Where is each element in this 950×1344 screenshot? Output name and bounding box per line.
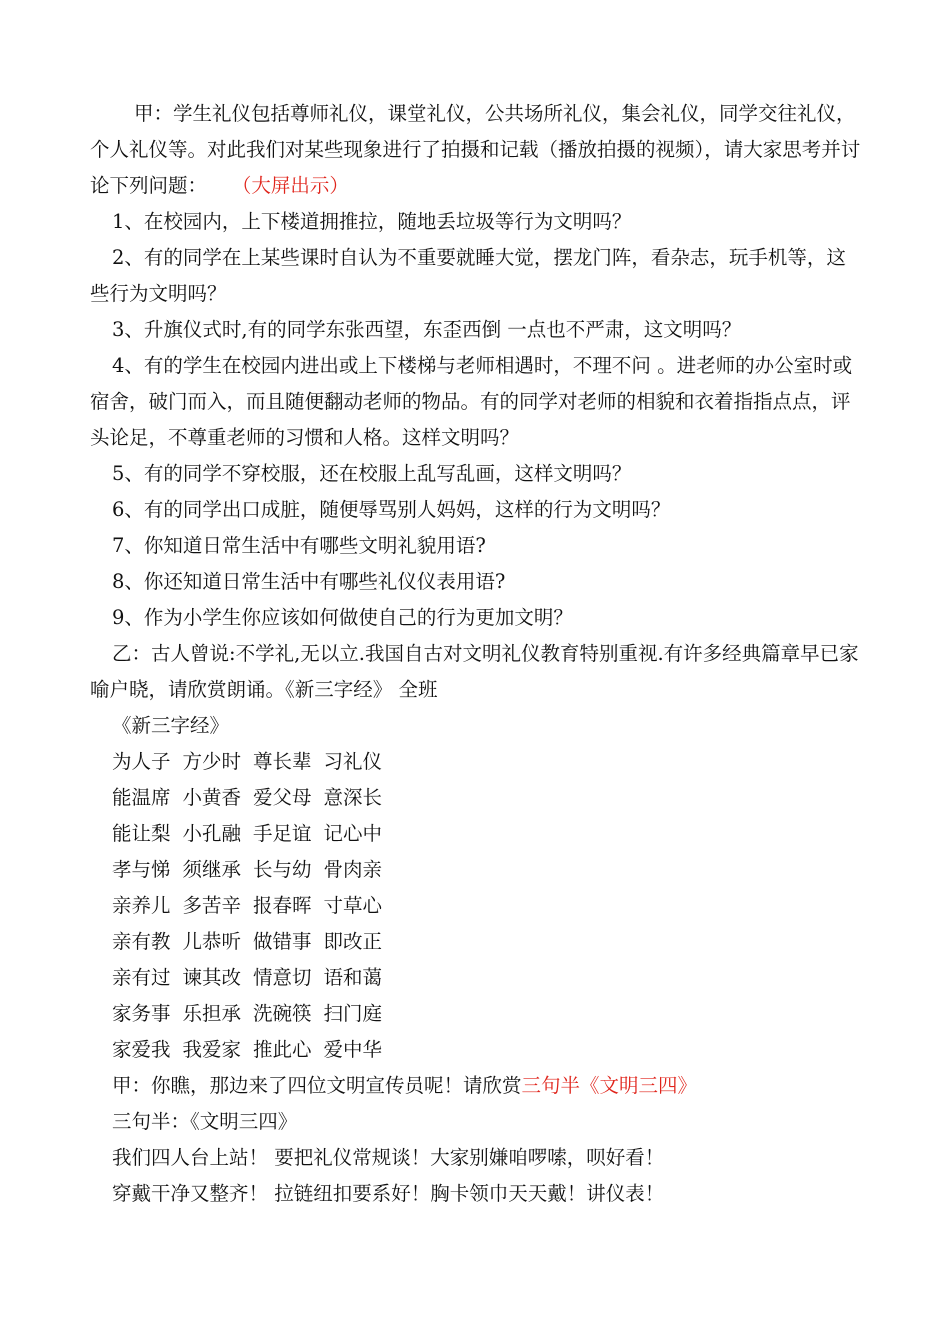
verse-phrase: 亲有过 <box>112 966 171 989</box>
jia2-highlight: 三句半《文明三四》 <box>521 1074 698 1097</box>
verse-phrase: 孝与悌 <box>112 858 171 881</box>
verse-phrase: 亲有教 <box>112 930 171 953</box>
verse-line <box>90 816 865 852</box>
verse-phrase: 小孔融 <box>182 822 242 845</box>
question-3: 3、升旗仪式时,有的同学东张西望，东歪西倒 一点也不严肃，这文明吗？ <box>112 318 742 341</box>
verse-line <box>90 996 865 1032</box>
verse-line <box>90 852 865 888</box>
jia-paragraph-2 <box>90 1068 865 1104</box>
verse-phrase: 家爱我 <box>112 1038 171 1061</box>
verse-phrase: 爱中华 <box>323 1038 383 1061</box>
verse-phrase: 家务事 <box>112 1002 171 1025</box>
verse-phrase: 儿恭听 <box>182 930 242 953</box>
verse-phrase: 做错事 <box>253 930 312 953</box>
classic-title: 《新三字经》 <box>112 714 230 737</box>
verse-phrase: 骨肉亲 <box>323 858 383 881</box>
verse-line <box>90 1032 865 1068</box>
verse-phrase: 报春晖 <box>253 894 312 917</box>
question-8: 8、你还知道日常生活中有哪些礼仪仪表用语? <box>112 570 506 593</box>
verse-phrase: 洗碗筷 <box>253 1002 312 1025</box>
verse-phrase: 为人子 <box>112 750 171 773</box>
verse-line <box>90 888 865 924</box>
question-4: 4、有的学生在校园内进出或上下楼梯与老师相遇时，不理不问 。进老师的办公室时或宿舍，破门而入，而且随便翻动老师的物品。有的同学对老师的相貌和衣着指指点点，评头论足，不尊重老师的习惯和人格。这样文明吗？ <box>90 354 853 449</box>
verse-phrase: 小黄香 <box>182 786 242 809</box>
verse-phrase: 爱父母 <box>253 786 312 809</box>
question-2: 2、有的同学在上某些课时自认为不重要就睡大觉，摆龙门阵，看杂志，玩手机等，这些行为文明吗？ <box>90 246 846 305</box>
verse-phrase: 谏其改 <box>182 966 242 989</box>
sanjuban-title: 三句半：《文明三四》 <box>112 1110 298 1133</box>
verse-phrase: 方少时 <box>182 750 242 773</box>
jia2-text: 甲：你瞧，那边来了四位文明宣传员呢！请欣赏 <box>112 1074 522 1097</box>
verse-phrase: 情意切 <box>253 966 312 989</box>
verse-phrase: 长与幼 <box>253 858 312 881</box>
question-1: 1、在校园内，上下楼道拥推拉，随地丢垃圾等行为文明吗？ <box>112 210 632 233</box>
verse-phrase: 手足谊 <box>253 822 312 845</box>
question-9: 9、作为小学生你应该如何做使自己的行为更加文明？ <box>112 606 573 629</box>
verse-phrase: 乐担承 <box>182 1002 242 1025</box>
intro-text: 甲：学生礼仪包括尊师礼仪，课堂礼仪，公共场所礼仪，集会礼仪，同学交往礼仪，个人礼仪等。对此我们对某些现象进行了拍摄和记载（播放拍摄的视频），请大家思考并讨论下列问题： <box>90 102 861 197</box>
yi-paragraph: 乙：古人曾说:不学礼,无以立.我国自古对文明礼仪教育特别重视.有许多经典篇章早已家喻户晓，请欣赏朗诵。《新三字经》 全班 <box>90 642 859 701</box>
verse-line <box>90 744 865 780</box>
verse-phrase: 亲养儿 <box>112 894 171 917</box>
verse-phrase: 意深长 <box>323 786 383 809</box>
verse-phrase: 能让梨 <box>112 822 171 845</box>
verse-line <box>90 924 865 960</box>
verse-phrase: 能温席 <box>112 786 171 809</box>
sanjuban-line-1: 我们四人台上站！ 要把礼仪常规谈！大家别嫌咱啰嗦，呗好看！ <box>112 1146 665 1169</box>
verse-phrase: 语和蔼 <box>323 966 383 989</box>
question-6: 6、有的同学出口成脏，随便辱骂别人妈妈，这样的行为文明吗？ <box>112 498 671 521</box>
intro-paragraph <box>90 96 865 204</box>
intro-highlight: （大屏出示） <box>231 174 349 197</box>
verse-phrase: 习礼仪 <box>323 750 383 773</box>
document-page <box>90 96 865 1212</box>
verse-phrase: 扫门庭 <box>323 1002 383 1025</box>
verse-line <box>90 780 865 816</box>
verse-phrase: 推此心 <box>253 1038 312 1061</box>
verse-phrase: 即改正 <box>323 930 383 953</box>
verse-phrase: 须继承 <box>182 858 242 881</box>
verse-phrase: 寸草心 <box>323 894 383 917</box>
verse-phrase: 多苦辛 <box>182 894 242 917</box>
sanjuban-line-2: 穿戴干净又整齐！ 拉链纽扣要系好！胸卡领巾天天戴！讲仪表！ <box>112 1182 665 1205</box>
verse-phrase: 我爱家 <box>182 1038 242 1061</box>
question-5: 5、有的同学不穿校服，还在校服上乱写乱画，这样文明吗？ <box>112 462 632 485</box>
verse-phrase: 记心中 <box>323 822 383 845</box>
verse-phrase: 尊长辈 <box>253 750 312 773</box>
verse-line <box>90 960 865 996</box>
question-7: 7、你知道日常生活中有哪些文明礼貌用语? <box>112 534 486 557</box>
